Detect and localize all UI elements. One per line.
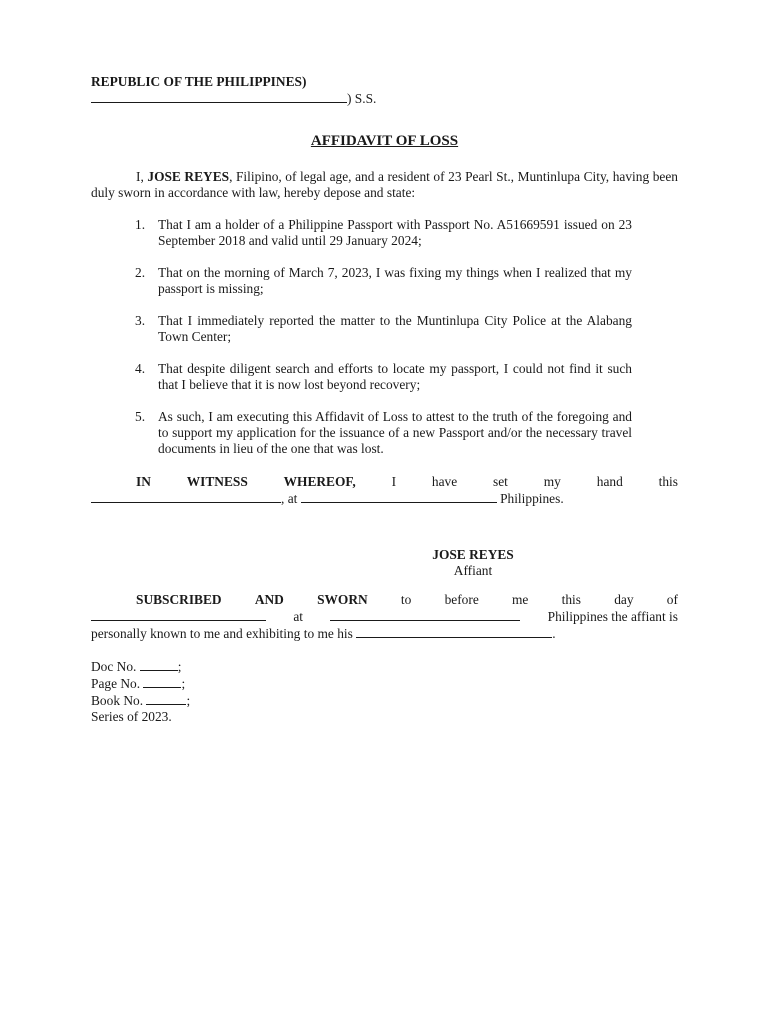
venue-country	[91, 74, 678, 90]
book-no-label: Book No.	[91, 693, 144, 708]
series-line: Series of 2023.	[91, 709, 172, 724]
clause-item	[91, 265, 632, 297]
venue-city-blank	[91, 90, 347, 103]
book-no-line: Book No. ;	[91, 693, 191, 708]
witness-at: , at	[281, 491, 298, 506]
venue-ss-text: ) S.S.	[347, 91, 377, 106]
witness-paragraph	[91, 474, 678, 507]
witness-word: this	[658, 474, 678, 489]
jurat-word: day	[614, 592, 634, 607]
clause-number: 3.	[135, 313, 146, 328]
jurat-line-2	[91, 608, 678, 625]
witness-word: I	[391, 474, 397, 489]
jurat-word: to	[400, 592, 412, 607]
jurat-line-3-text: personally known to me and exhibiting to me his	[91, 626, 353, 641]
jurat-place-blank	[330, 608, 520, 621]
witness-line-1	[91, 474, 678, 490]
affiant-block	[428, 547, 518, 579]
jurat-end: .	[552, 626, 556, 641]
jurat-word: before	[444, 592, 479, 607]
doc-no-line: Doc No. ;	[91, 659, 182, 674]
jurat-word: SWORN	[317, 592, 368, 607]
venue-country-text: REPUBLIC OF THE PHILIPPINES)	[91, 74, 307, 89]
jurat-date-blank	[91, 608, 266, 621]
clause-item	[91, 313, 632, 345]
jurat-word: of	[666, 592, 678, 607]
witness-word: WHEREOF,	[283, 474, 356, 489]
clause-number: 5.	[135, 409, 146, 424]
affiant-label: Affiant	[453, 563, 493, 578]
clause-item	[91, 361, 632, 393]
intro-rest: , Filipino, of legal age, and a resident of 23 Pearl St., Muntinlupa City, having been duly sworn in accordance with law, hereby depose and state:	[91, 169, 678, 200]
witness-end: Philippines.	[496, 491, 564, 506]
clause-text: That I am a holder of a Philippine Passport with Passport No. A51669591 issued on 23 September 2018 and valid until 29 January 2024;	[158, 217, 632, 248]
jurat-word: this	[561, 592, 581, 607]
doc-no-label: Doc No.	[91, 659, 137, 674]
affiant-name: JOSE REYES	[432, 547, 514, 562]
witness-word: set	[493, 474, 508, 489]
clause-number: 4.	[135, 361, 146, 376]
jurat-line-1	[91, 592, 678, 608]
witness-word: IN	[136, 474, 151, 489]
witness-word: hand	[596, 474, 623, 489]
clause-item	[91, 217, 632, 249]
clause-text: As such, I am executing this Affidavit of Loss to attest to the truth of the foregoing and to support my application for the issuance of a new Passport and/or the necessary travel documents in lieu of the one that was lost.	[158, 409, 632, 456]
witness-line-2	[91, 490, 678, 507]
jurat-word: AND	[254, 592, 284, 607]
page-no-line: Page No. ;	[91, 676, 186, 691]
clause-number: 2.	[135, 265, 146, 280]
witness-place-blank	[301, 490, 497, 503]
jurat-word: SUBSCRIBED	[136, 592, 222, 607]
document-title: AFFIDAVIT OF LOSS	[310, 133, 459, 149]
page-no-blank	[143, 675, 181, 688]
clause-item	[91, 409, 632, 457]
jurat-id-blank	[356, 625, 552, 638]
jurat-word: me	[512, 592, 529, 607]
intro-prefix: I,	[136, 169, 148, 184]
jurat-at: at	[293, 609, 303, 624]
jurat-line-3	[91, 625, 678, 642]
clause-list	[91, 217, 632, 457]
witness-word: WITNESS	[186, 474, 248, 489]
clause-number: 1.	[135, 217, 146, 232]
witness-word: my	[543, 474, 561, 489]
affiant-name-intro: JOSE REYES	[147, 169, 230, 184]
clause-text: That I immediately reported the matter to the Muntinlupa City Police at the Alabang Town Center;	[158, 313, 632, 344]
intro-paragraph	[91, 169, 678, 201]
clause-text: That on the morning of March 7, 2023, I was fixing my things when I realized that my passport is missing;	[158, 265, 632, 296]
notarial-register	[91, 658, 678, 725]
witness-date-blank	[91, 490, 281, 503]
book-no-blank	[146, 692, 186, 705]
witness-word: have	[431, 474, 458, 489]
page-no-label: Page No.	[91, 676, 141, 691]
affidavit-page	[91, 74, 678, 725]
jurat-tail: Philippines the affiant is	[547, 609, 678, 624]
venue-ss-line	[91, 90, 678, 107]
doc-no-blank	[140, 658, 178, 671]
clause-text: That despite diligent search and efforts to locate my passport, I could not find it such that I believe that it is now lost beyond recovery;	[158, 361, 632, 392]
jurat-paragraph	[91, 592, 678, 642]
